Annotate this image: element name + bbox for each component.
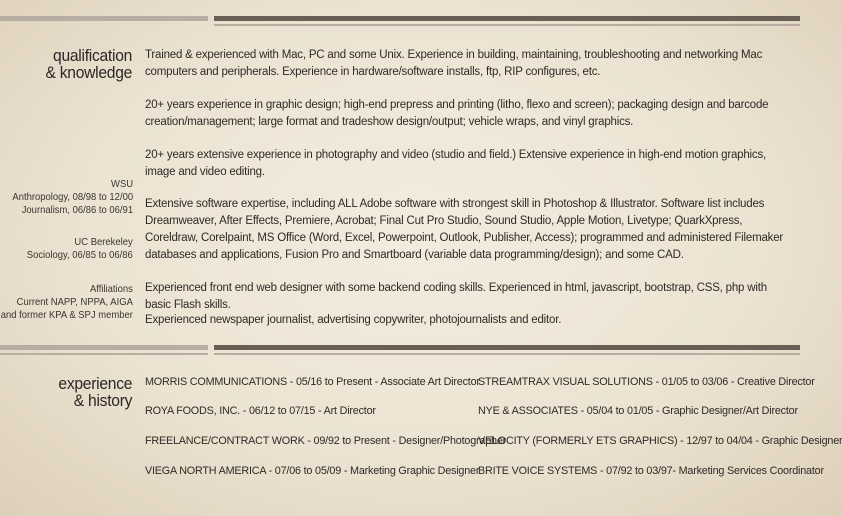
- top-bar-left: [0, 16, 208, 21]
- wsu-line1: Anthropology, 08/98 to 12/00: [12, 191, 133, 203]
- top-bar-right: [214, 16, 800, 21]
- job-left-1: MORRIS COMMUNICATIONS - 05/16 to Present - Associate Art Director: [145, 376, 480, 388]
- qualification-para-2: 20+ years experience in graphic design; high-end prepress and printing (litho, flexo and screen); packaging design and barcode creation/management; large format and tradeshow design/output; vehicle wraps, and vinyl graphics.: [145, 99, 769, 128]
- ucb-line1: Sociology, 06/85 to 06/86: [27, 249, 133, 261]
- aff-line2: and former KPA & SPJ member: [0, 309, 133, 321]
- job-left-3: FREELANCE/CONTRACT WORK - 09/92 to Present - Designer/Photographer: [145, 435, 507, 447]
- experience-heading: [58, 375, 132, 409]
- top-bar-right-thin: [214, 24, 800, 26]
- ucb-name: UC Berekeley: [74, 236, 133, 248]
- job-left-4: VIEGA NORTH AMERICA - 07/06 to 05/09 - Marketing Graphic Designer: [145, 465, 480, 477]
- mid-bar-right-thin: [214, 353, 800, 355]
- aff-line1: Current NAPP, NPPA, AIGA: [16, 296, 133, 308]
- experience-heading-line1: experience: [58, 374, 132, 393]
- education-wsu: [12, 178, 133, 217]
- job-right-1: STREAMTRAX VISUAL SOLUTIONS - 01/05 to 03/06 - Creative Director: [478, 376, 815, 388]
- job-right-4: BRITE VOICE SYSTEMS - 07/92 to 03/97- Marketing Services Coordinator: [478, 465, 824, 477]
- qualification-para-5: Experienced front end web designer with some backend coding skills. Experienced in html, javascript, bootstrap, CSS, php with basic Flash skills.: [145, 282, 767, 311]
- experience-heading-line2: & history: [73, 391, 132, 410]
- qualification-para-6: Experienced newspaper journalist, advertising copywriter, photojournalists and editor.: [145, 314, 562, 326]
- qualification-para-3: 20+ years extensive experience in photography and video (studio and field.) Extensive experience in high-end motion graphics, image and video editing.: [145, 149, 766, 178]
- mid-bar-right: [214, 345, 800, 350]
- qualification-para-4: Extensive software expertise, including ALL Adobe software with strongest skill in Photoshop & Illustrator. Software list includes Dreamweaver, After Effects, Premiere, Acrobat; Final Cut Pro Studio, Sound Studio, Apple Motion, Livetype; QuarkXpress, Coreldraw, Corelpaint, MS Office (Word, Excel, Powerpoint, Outlook, Publisher, Access); programmed and administered Filemaker databases and applications, Fusion Pro and Smartboard (variable data programming/design); and some CAD.: [145, 198, 784, 261]
- wsu-line2: Journalism, 06/86 to 06/91: [21, 204, 133, 216]
- aff-title: Affiliations: [90, 283, 133, 295]
- mid-bar-left: [0, 345, 208, 350]
- education-ucb: [27, 236, 133, 262]
- qualification-heading-line1: qualification: [52, 46, 133, 65]
- wsu-name: WSU: [110, 178, 133, 190]
- qualification-heading: [45, 47, 132, 81]
- job-left-2: ROYA FOODS, INC. - 06/12 to 07/15 - Art Director: [145, 405, 376, 417]
- mid-bar-left-thin: [0, 353, 208, 355]
- job-right-3: VELOCITY (FORMERLY ETS GRAPHICS) - 12/97 to 04/04 - Graphic Designer: [478, 435, 842, 447]
- job-right-2: NYE & ASSOCIATES - 05/04 to 01/05 - Graphic Designer/Art Director: [478, 405, 798, 417]
- qualification-heading-line2: & knowledge: [45, 63, 132, 82]
- qualification-para-1: Trained & experienced with Mac, PC and some Unix. Experience in building, maintaining, troubleshooting and networking Mac computers and peripherals. Experience in hardware/software installs, ftp, RIP configures, etc.: [145, 49, 763, 78]
- affiliations: [1, 283, 133, 322]
